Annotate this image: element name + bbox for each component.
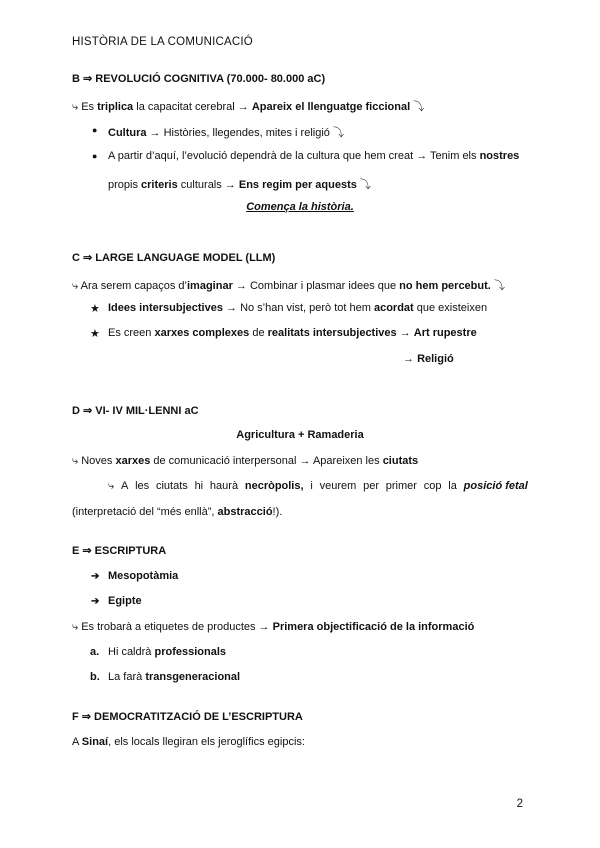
- section-e-item-1: Mesopotàmia: [108, 570, 179, 582]
- section-e-title: E ⇒ ESCRIPTURA: [72, 545, 167, 557]
- arrow-icon: ➔: [91, 596, 100, 607]
- section-c-line-1: ⤷ Ara serem capaços d’imaginar → Combinar i plasmar idees que no hem percebut. ⤵: [72, 280, 505, 292]
- section-e-item-2: Egipte: [108, 595, 142, 607]
- section-b-line-1: ⤷ Es triplica la capacitat cerebral → Apareix el llenguatge ficcional ⤵: [72, 101, 425, 113]
- bullet-icon: ●: [92, 125, 98, 135]
- section-b-bullet-1: Cultura → Històries, llegendes, mites i religió ⤵: [108, 127, 344, 139]
- section-c-star-1: Idees intersubjectives → No s’han vist, però tot hem acordat que existeixen: [108, 302, 488, 314]
- page-number: 2: [516, 798, 523, 810]
- section-f-title: F ⇒ DEMOCRATITZACIÓ DE L’ESCRIPTURA: [72, 711, 303, 723]
- arrow-icon: ➔: [91, 571, 100, 582]
- bullet-icon: ●: [92, 151, 98, 161]
- section-f-line-1: A Sinaí, els locals llegiran els jeroglífics egipcis:: [72, 736, 305, 748]
- section-b-bullet-2: A partir d’aquí, l’evolució dependrà de la cultura que hem creat → Tenim els nostres: [108, 150, 520, 162]
- section-e-line-1: ⤷ Es trobarà a etiquetes de productes → Primera objectificació de la informació: [72, 621, 475, 633]
- section-b-title: B ⇒ REVOLUCIÓ COGNITIVA (70.000- 80.000 aC): [72, 73, 326, 85]
- star-icon: ★: [90, 328, 100, 340]
- section-e-numbered-1: Hi caldrà professionals: [108, 646, 226, 658]
- section-d-line-3: (interpretació del “més enllà”, abstracció!).: [72, 506, 283, 518]
- section-d-title: D ⇒ VI- IV MIL·LENNI aC: [72, 405, 199, 417]
- section-e-numbered-2: La farà transgeneracional: [108, 671, 241, 683]
- section-c-title: C ⇒ LARGE LANGUAGE MODEL (LLM): [72, 252, 276, 264]
- list-label-b: b.: [90, 671, 100, 683]
- section-c-star-2: Es creen xarxes complexes de realitats intersubjectives → Art rupestre: [108, 327, 477, 339]
- section-c-religio: → Religió: [403, 353, 454, 365]
- section-b-bullet-2-cont: propis criteris culturals → Ens regim per aquests ⤵: [108, 179, 371, 191]
- star-icon: ★: [90, 303, 100, 315]
- section-d-line-1: ⤷ Noves xarxes de comunicació interpersonal → Apareixen les ciutats: [72, 455, 419, 467]
- page-header: HISTÒRIA DE LA COMUNICACIÓ: [72, 36, 253, 48]
- list-label-a: a.: [90, 646, 100, 658]
- section-d-line-2: ⤷ A les ciutats hi haurà necròpolis, i veurem per primer cop la posició fetal: [108, 480, 528, 492]
- section-d-center: Agricultura + Ramaderia: [236, 429, 364, 441]
- section-b-center-note: Comença la història.: [246, 201, 354, 213]
